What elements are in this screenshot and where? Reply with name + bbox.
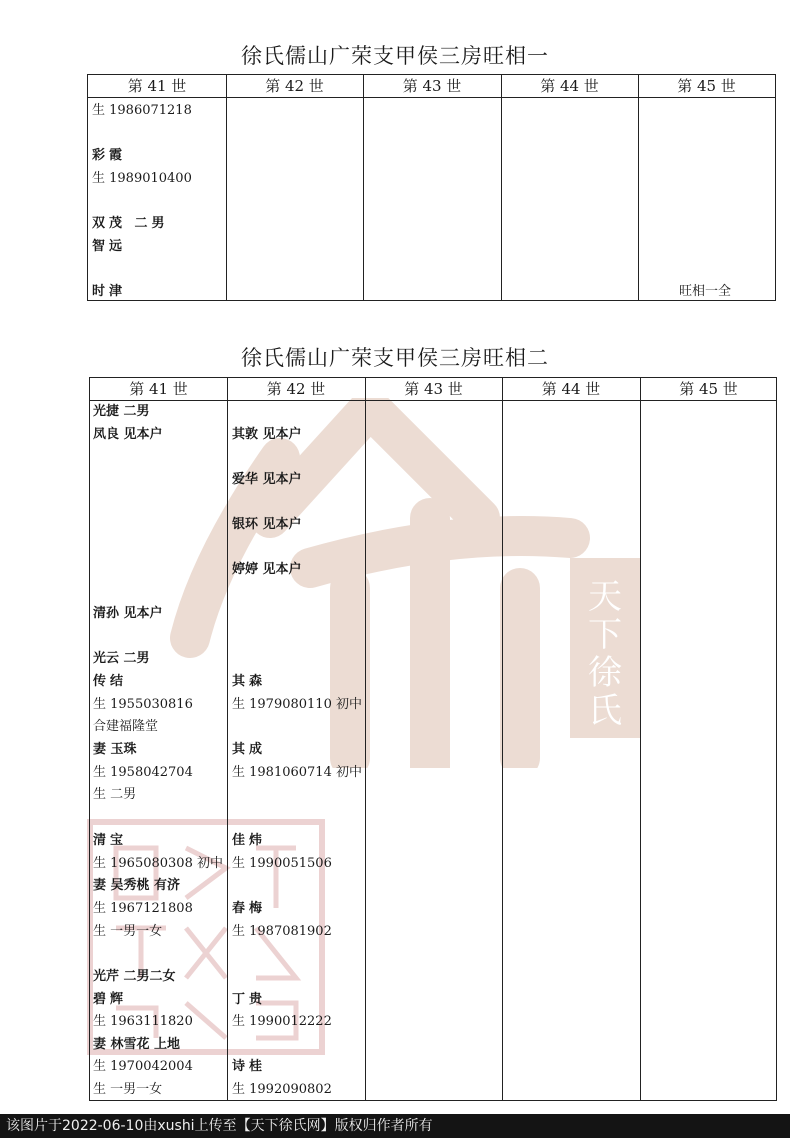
svg-text:氏: 氏 [588,691,622,731]
table-title-2: 徐氏儒山广荣支甲侯三房旺相二 [241,346,549,370]
column-divider [365,378,366,1100]
entry-note: 生 二男 [93,787,137,802]
header-gen-43: 第 43 世 [402,77,462,95]
header-gen-42: 第 42 世 [266,380,326,398]
genealogy-table-2 [89,377,777,1101]
entry-birth: 生 1970042004 [93,1059,193,1074]
genealogy-table-1 [87,74,776,301]
entry-birth: 生 1979080110 初中 [232,697,362,712]
header-gen-41: 第 41 世 [129,380,188,398]
column-divider [502,378,503,1100]
table-header-row [88,75,775,98]
column-divider [640,378,641,1100]
entry-name: 彩霞 [92,148,127,163]
entry-note: 合建福隆堂 [93,719,159,734]
entry-birth: 生 1958042704 [93,765,193,780]
entry-birth: 生 1955030816 [93,697,193,712]
table-header-row [90,378,776,401]
entry-name: 婷婷 见本户 [232,562,302,577]
entry-name: 智远 [92,239,127,254]
column-divider [638,75,639,300]
svg-text:徐: 徐 [588,653,622,693]
entry-name: 爱华 见本户 [232,472,302,487]
entry-name: 其森 [232,674,267,689]
entry-spouse: 妻 玉珠 [93,742,137,757]
header-gen-41: 第 41 世 [127,77,187,95]
header-gen-45: 第 45 世 [677,77,736,95]
column-divider [501,75,502,300]
entry-birth: 生 1963111820 [93,1014,193,1029]
entry-name: 丁贵 [232,992,267,1007]
entry-birth: 生 1967121808 [93,901,193,916]
entry-name: 时津 [92,284,127,299]
header-gen-45: 第 45 世 [679,380,738,398]
entry-note: 生 一男一女 [93,924,163,939]
copyright-footer: 该图片于2022-06-10由xushi上传至【天下徐氏网】版权归作者所有 [0,1114,790,1138]
entry-name: 清孙 见本户 [93,606,163,621]
header-gen-44: 第 44 世 [540,77,599,95]
entry-name: 其敦 见本户 [232,427,302,442]
entry-birth: 生 1987081902 [232,924,332,939]
column-divider [226,75,227,300]
table-title-1: 徐氏儒山广荣支甲侯三房旺相一 [241,44,549,68]
entry-birth: 生 1992090802 [232,1082,332,1097]
column-divider [227,378,228,1100]
entry-birth: 生 1990051506 [232,856,332,871]
entry-spouse: 妻 吴秀桃 有济 [93,878,181,893]
entry-birth: 生 1989010400 [92,171,192,186]
entry-birth: 生 1986071218 [92,103,192,118]
entry-note: 旺相一全 [679,284,732,299]
entry-name: 清宝 [93,833,128,848]
entry-birth: 生 1990012222 [232,1014,332,1029]
entry-name: 双茂 二男 [92,216,169,231]
entry-name: 光芹 二男二女 [93,969,176,984]
header-gen-43: 第 43 世 [404,380,463,398]
entry-name: 光云 二男 [93,651,150,666]
header-gen-44: 第 44 世 [541,380,601,398]
svg-text:天: 天 [588,577,622,617]
entry-name: 光捷 二男 [93,404,150,419]
entry-note: 生 一男一女 [93,1082,163,1097]
entry-birth: 生 1981060714 初中 [232,765,362,780]
entry-name: 碧辉 [93,992,128,1007]
header-gen-42: 第 42 世 [265,77,324,95]
entry-name: 春梅 [232,901,267,916]
column-divider [363,75,364,300]
entry-name: 凤良 见本户 [93,427,163,442]
entry-name: 传结 [93,674,128,689]
entry-name: 诗桂 [232,1059,267,1074]
entry-birth: 生 1965080308 初中 [93,856,223,871]
svg-text:下: 下 [588,615,622,655]
entry-spouse: 妻 林雪花 上地 [93,1037,181,1052]
entry-name: 银环 见本户 [232,517,302,532]
entry-name: 佳炜 [232,833,267,848]
entry-name: 其成 [232,742,267,757]
